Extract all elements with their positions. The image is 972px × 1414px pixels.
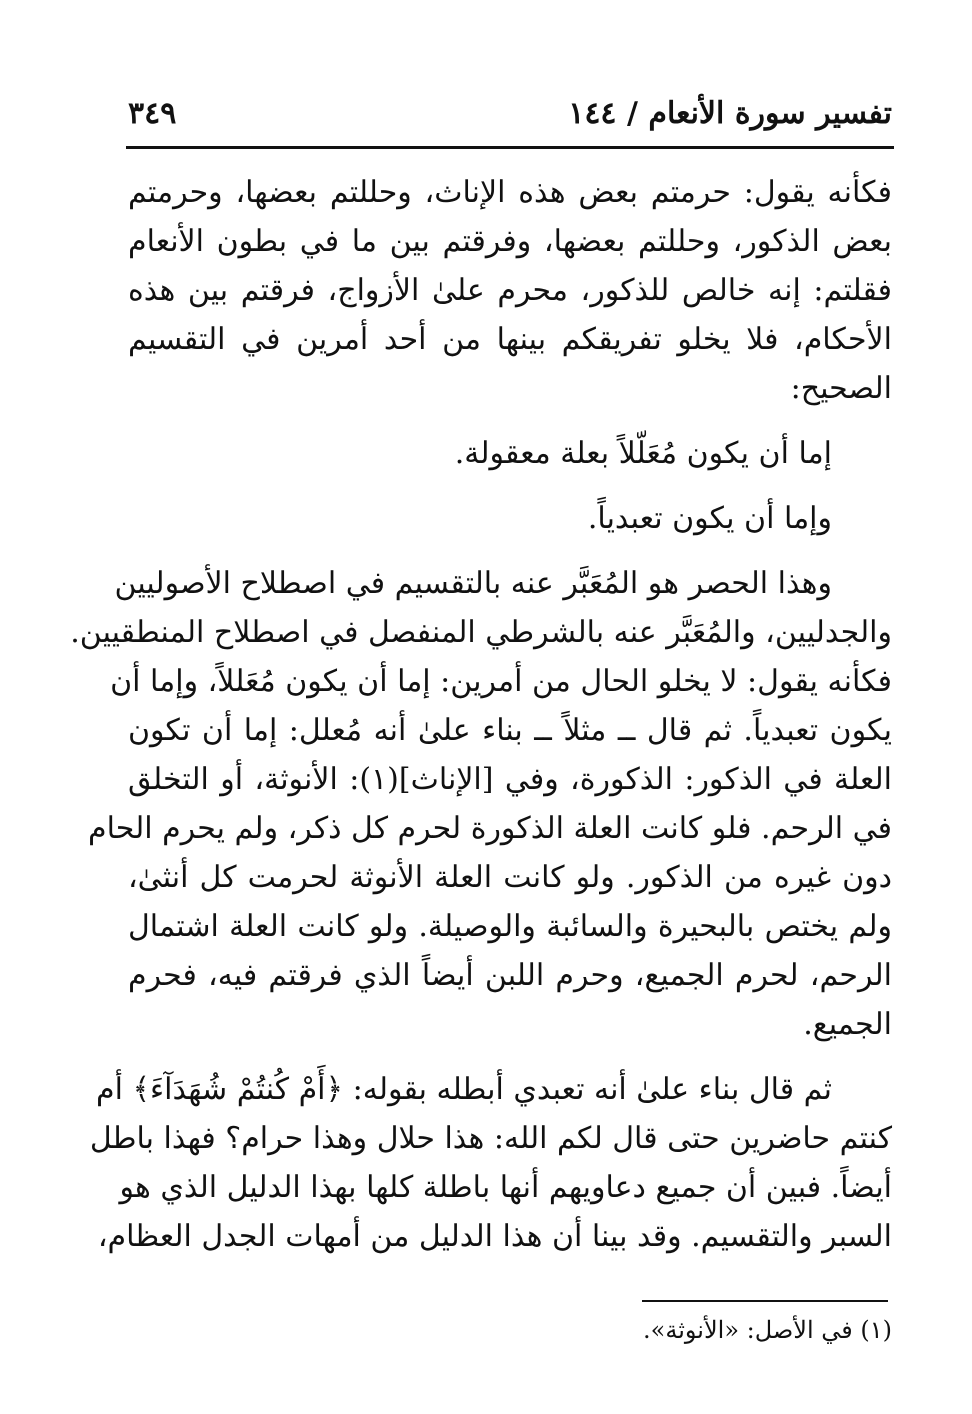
body-text xyxy=(70,168,893,1261)
text-line: يكون تعبدياً. ثم قال ــ مثلاً ــ بناء علىٰ أنه مُعلل: إما أن تكون xyxy=(128,713,893,748)
paragraph xyxy=(89,1065,892,1261)
text-line: بعض الذكور، وحللتم بعضها، وفرقتم بين ما في بطون الأنعام xyxy=(128,224,892,259)
text-line: دون غيره من الذكور. ولو كانت العلة الأنوثة لحرمت كل أنثىٰ، xyxy=(128,860,892,895)
text-line: في الرحم. فلو كانت العلة الذكورة لحرم كل ذكر، ولم يحرم الحام xyxy=(88,811,892,846)
paragraph xyxy=(128,429,892,478)
paragraph-gap xyxy=(128,478,892,494)
text-line: فكأنه يقول: حرمتم بعض هذه الإناث، وحللتم بعضها، وحرمتم xyxy=(128,175,892,210)
paragraph xyxy=(128,168,892,413)
text-line: فكأنه يقول: لا يخلو الحال من أمرين: إما أن يكون مُعَللاً، وإما أن xyxy=(110,664,892,699)
paragraph-gap xyxy=(128,1049,892,1065)
text-line: ثم قال بناء علىٰ أنه تعبدي أبطله بقوله: ﴿أَمْ كُنتُمْ شُهَدَآءَ﴾ أم xyxy=(96,1072,832,1107)
header-rule xyxy=(126,146,894,149)
text-line: الأحكام، فلا يخلو تفريقكم بينها من أحد أمرين في التقسيم xyxy=(128,322,892,357)
page-number: ٣٤٩ xyxy=(128,95,177,131)
paragraph xyxy=(70,559,893,1049)
text-line: إما أن يكون مُعَلّلاً بعلة معقولة. xyxy=(454,436,832,471)
page-header xyxy=(128,90,892,136)
paragraph xyxy=(128,494,892,543)
running-title: تفسير سورة الأنعام / ١٤٤ xyxy=(568,95,892,131)
text-line: وهذا الحصر هو المُعَبَّر عنه بالتقسيم في اصطلاح الأصوليين xyxy=(114,566,832,601)
text-line: الصحيح: xyxy=(790,371,892,406)
paragraph-gap xyxy=(128,413,892,429)
text-line: والجدليين، والمُعَبَّر عنه بالشرطي المنفصل في اصطلاح المنطقيين. xyxy=(70,615,892,650)
paragraph-gap xyxy=(128,543,892,559)
footnote: (١) في الأصل: «الأنوثة». xyxy=(643,1316,892,1344)
text-line: أيضاً. فبين أن جميع دعاويهم أنها باطلة كلها بهذا الدليل الذي هو xyxy=(119,1170,892,1205)
text-line: السبر والتقسيم. وقد بينا أن هذا الدليل من أمهات الجدل العظام، xyxy=(97,1219,892,1254)
text-line: الرحم، لحرم الجميع، وحرم اللبن أيضاً الذي فرقتم فيه، فحرم xyxy=(128,958,892,993)
text-line: فقلتم: إنه خالص للذكور، محرم علىٰ الأزواج، فرقتم بين هذه xyxy=(128,273,892,308)
text-line: الجميع. xyxy=(803,1007,892,1042)
text-line: العلة في الذكور: الذكورة، وفي [الإناث](١): الأنوثة، أو التخلق xyxy=(128,762,893,797)
text-line: وإما أن يكون تعبدياً. xyxy=(587,501,832,536)
footnote-rule xyxy=(642,1300,888,1302)
text-line: كنتم حاضرين حتى قال لكم الله: هذا حلال وهذا حرام؟ فهذا باطل xyxy=(89,1121,892,1156)
text-line: ولم يختص بالبحيرة والسائبة والوصيلة. ولو كانت العلة اشتمال xyxy=(128,909,892,944)
